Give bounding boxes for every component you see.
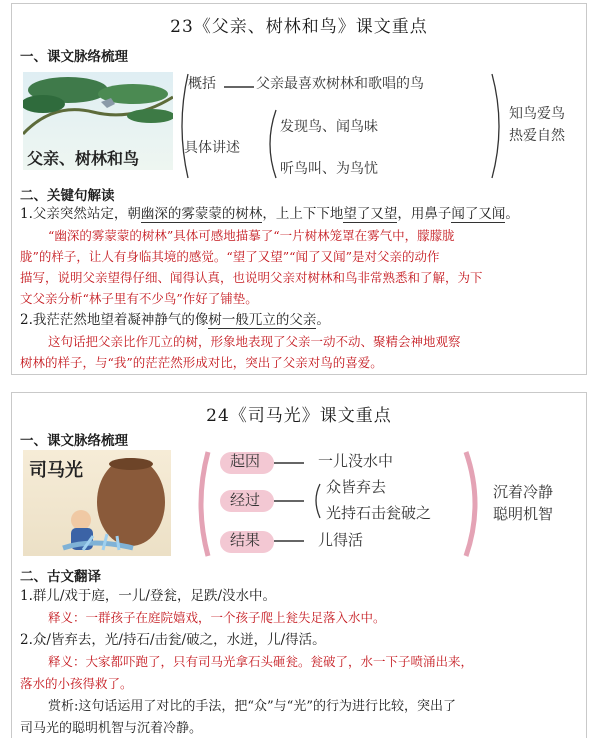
detail-item-2: 听鸟叫、为鸟忧 [280,161,378,177]
s1-part-d: 望了又望 [343,206,398,222]
analysis-1-line-1: “幽深的雾蒙蒙的树林”具体可感地描摹了“一片树林笼罩在雾气中，朦朦胧 [48,228,455,243]
s1-part-g: 。 [505,206,519,222]
conclusion-line-2: 热爱自然 [509,128,565,144]
label-detail: 具体讲述 [184,140,240,156]
conclusion-24-line-2: 聪明机智 [493,505,554,523]
classical-line-1: 1.群儿/戏于庭，一儿/登瓮，足跌/没水中。 [20,588,277,604]
analysis-1-line-4: 文父亲分析“林子里有不少鸟”作好了铺垫。 [20,291,258,306]
lesson-23-title: 23《父亲、树林和鸟》课文重点 [170,17,428,37]
analysis-1-line-2: 胧”的样子，让人有身临其境的感觉。“望了又望”“闻了又闻”是对父亲的动作 [20,249,440,264]
sima-guang-illustration [23,450,171,556]
section-outline-title: 一、课文脉络梳理 [20,49,128,65]
process-text-2: 光持石击瓮破之 [326,504,432,522]
s2-part-c: 。 [316,312,330,328]
label-cause: 起因 [230,452,261,470]
s2-part-b: 树一般兀立的父亲 [208,312,317,328]
appreciation-line-1: 赏析:这句话运用了对比的手法，把“众”与“光”的行为进行比较，突出了 [48,699,456,714]
section-translation-title: 二、古文翻译 [20,569,101,585]
s1-part-e: ，用鼻子 [397,206,452,222]
result-text: 儿得活 [318,531,364,549]
label-process: 经过 [230,491,261,509]
lesson-23-card [11,3,587,375]
summary-text: 父亲最喜欢树林和歌唱的鸟 [256,76,424,92]
conclusion-24-line-1: 沉着冷静 [493,483,554,501]
section-outline-title-24: 一、课文脉络梳理 [20,433,128,449]
s2-part-a: 2.我茫茫然地望着凝神静气的像 [20,312,209,328]
process-text-1: 众皆弃去 [326,478,387,496]
lesson-24-title: 24《司马光》课文重点 [206,406,392,426]
s1-part-b: 幽深的雾蒙蒙的树林 [140,206,263,222]
explanation-2-line-1: 释义：大家都吓跑了，只有司马光拿石头砸瓮。瓮破了，水一下子喷涌出来， [48,654,474,669]
key-sentence-1 [20,204,519,225]
explanation-2-line-2: 落水的小孩得救了。 [20,676,133,691]
explanation-1: 释义：一群孩子在庭院嬉戏，一个孩子爬上瓮失足落入水中。 [48,610,386,625]
illustration-caption: 父亲、树林和鸟 [27,149,140,168]
classical-line-2: 2.众/皆弃去，光/持石/击瓮/破之，水迸，儿/得活。 [20,632,326,648]
s1-part-f: 闻了又闻 [451,206,506,222]
s1-part-c: ，上上下下地 [262,206,344,222]
illustration-caption-24: 司马光 [29,460,83,481]
section-key-sentences-title: 二、关键句解读 [20,188,115,204]
analysis-2-line-1: 这句话把父亲比作兀立的树，形象地表现了父亲一动不动、聚精会神地观察 [48,334,461,349]
father-forest-bird-illustration [23,72,173,170]
conclusion-line-1: 知鸟爱鸟 [509,106,565,122]
key-sentence-2 [20,310,330,331]
lesson-24-card [11,392,587,738]
appreciation-line-2: 司马光的聪明机智与沉着冷静。 [20,721,203,736]
analysis-1-line-3: 描写，说明父亲望得仔细、闻得认真，也说明父亲对树林和鸟非常熟悉和了解，为下 [20,270,483,285]
detail-item-1: 发现鸟、闻鸟味 [280,119,378,135]
label-summary: 概括 [188,76,216,92]
label-result: 结果 [230,531,261,549]
analysis-2-line-2: 树林的样子，与“我”的茫茫然形成对比，突出了父亲对鸟的喜爱。 [20,355,383,370]
s1-part-a: 1.父亲突然站定，朝 [20,206,141,222]
cause-text: 一儿没水中 [318,452,394,470]
